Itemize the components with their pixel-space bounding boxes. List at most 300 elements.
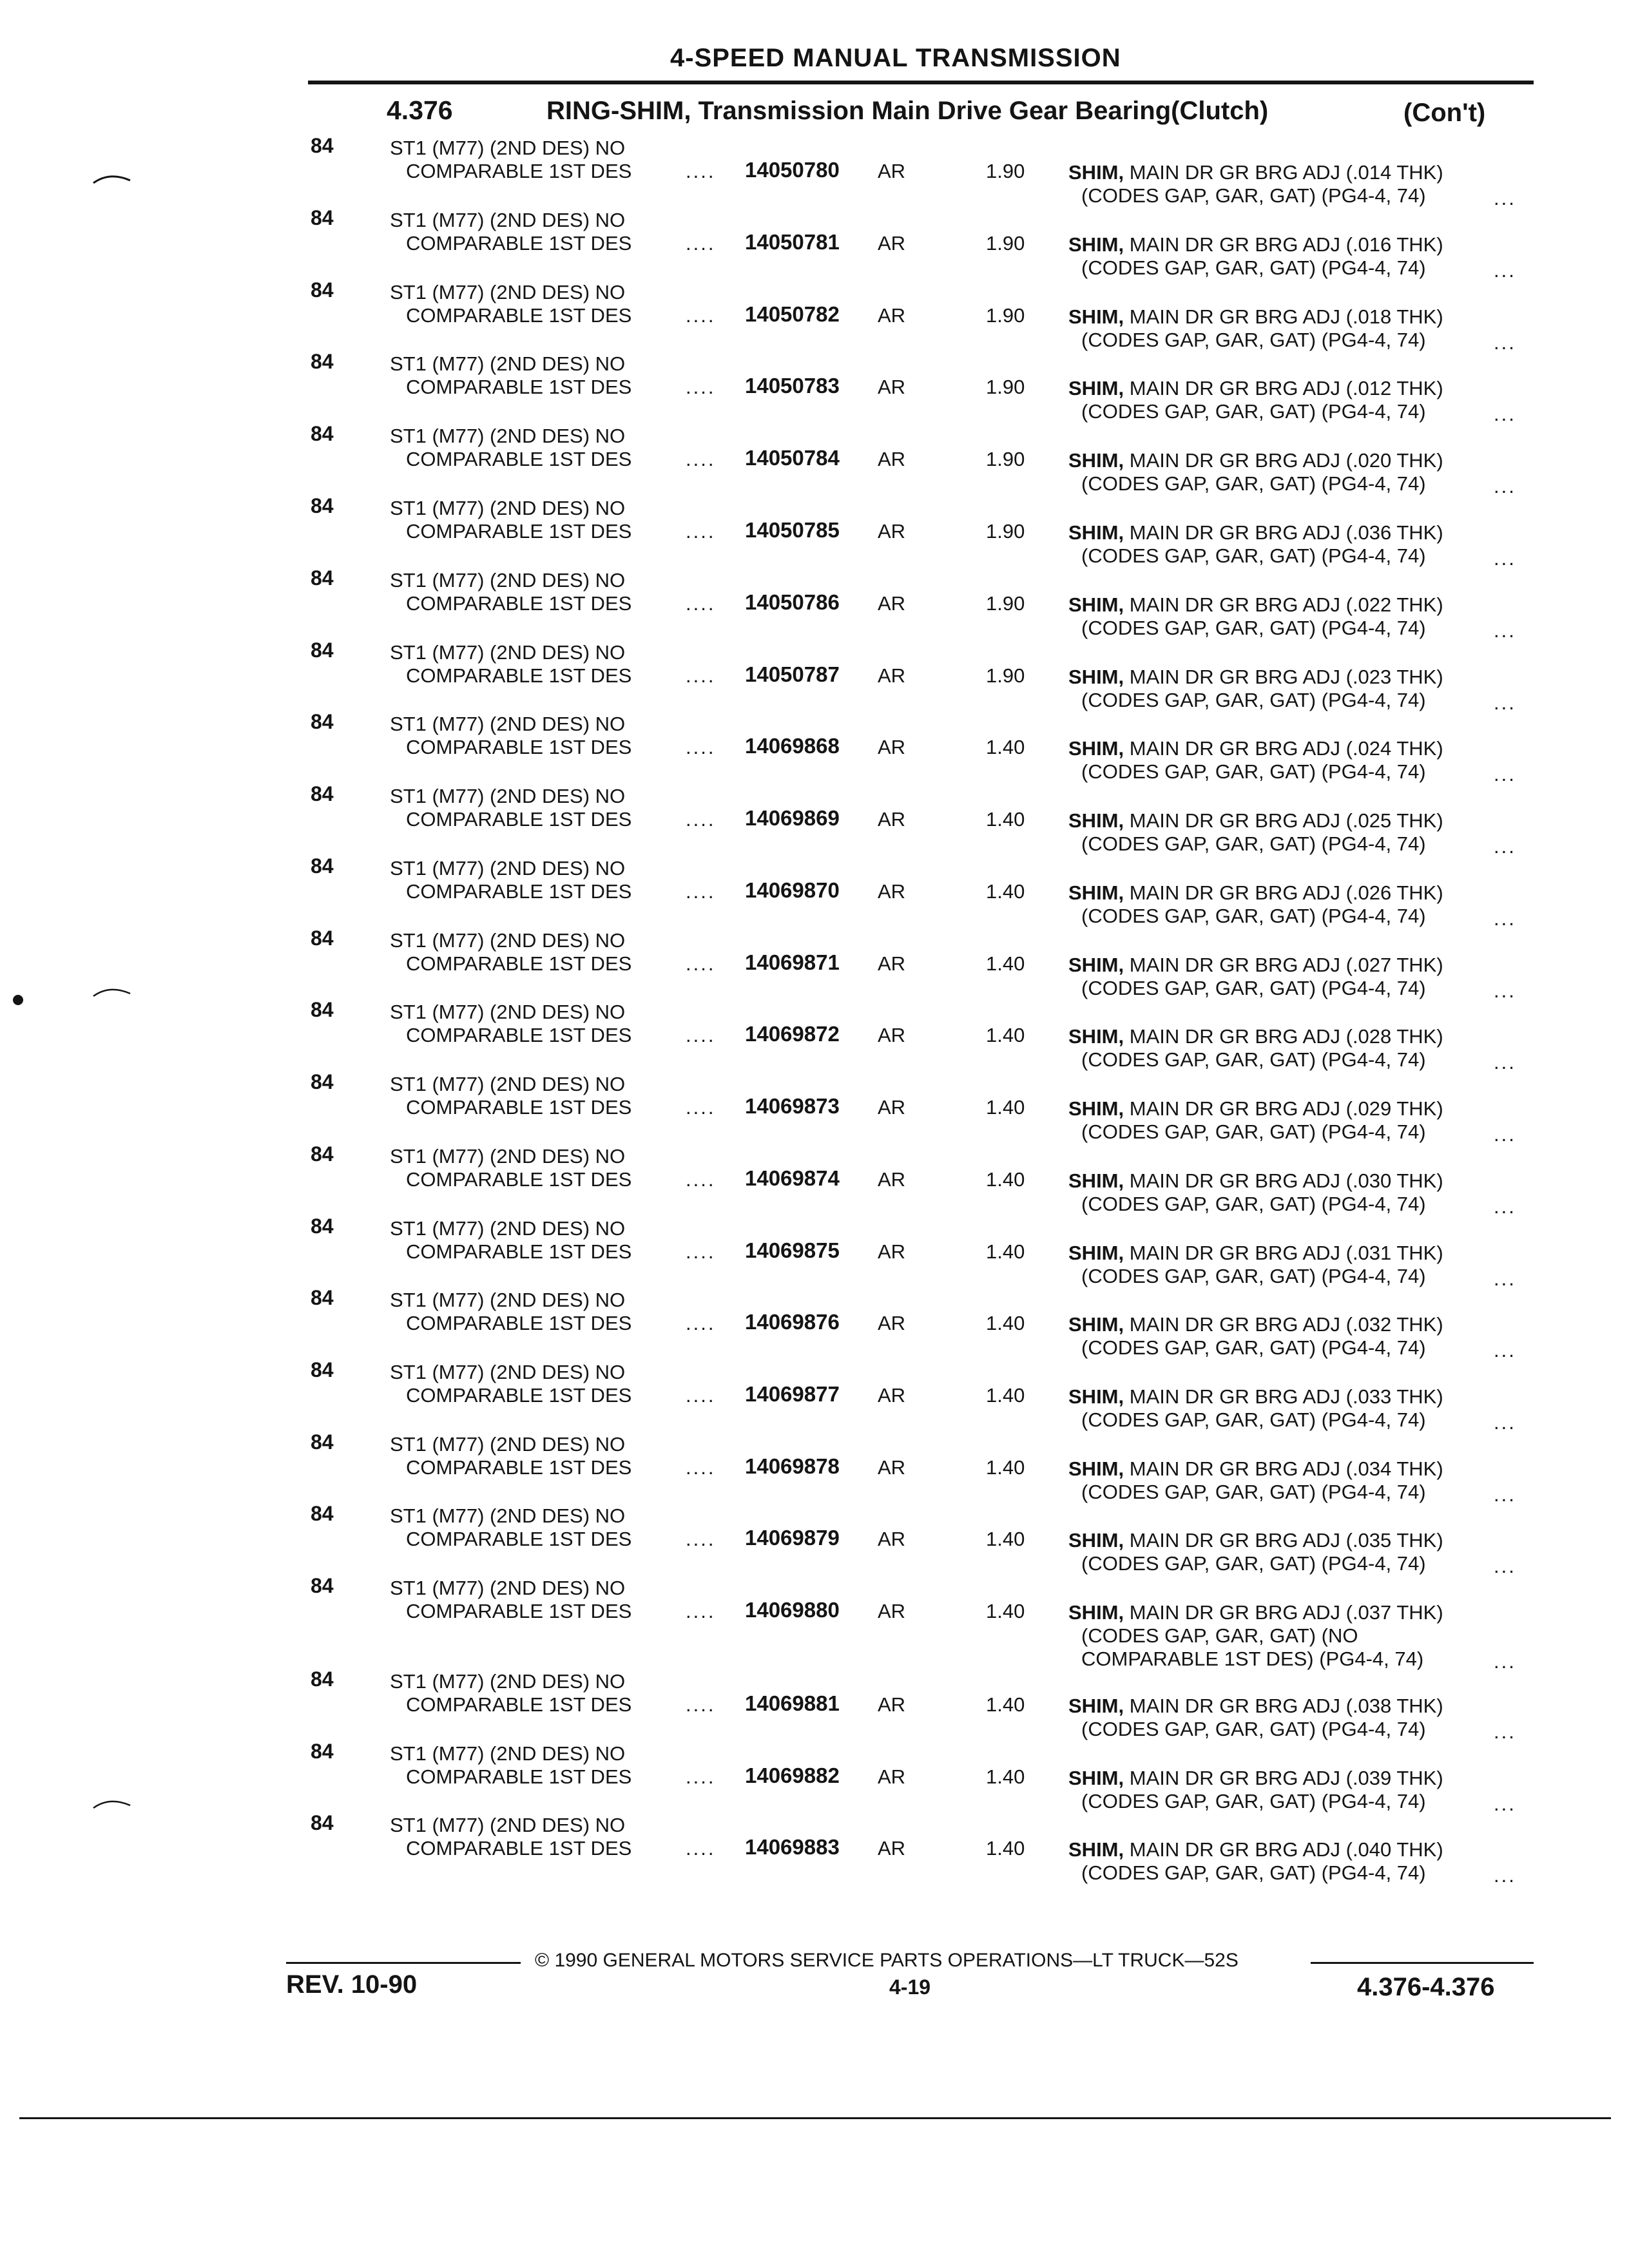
leader-dots: .... [686, 1240, 716, 1263]
price: 1.90 [986, 448, 1025, 470]
price: 1.90 [986, 160, 1025, 182]
description-head: SHIM, [1068, 954, 1124, 976]
usage-line-1: ST1 (M77) (2ND DES) NO [390, 1145, 626, 1168]
usage-line-1: ST1 (M77) (2ND DES) NO [390, 641, 626, 664]
leader-dots: .... [686, 592, 716, 615]
description-head: SHIM, [1068, 1313, 1124, 1336]
leader-dots: .... [686, 1693, 716, 1716]
part-number: 14050787 [745, 662, 840, 686]
footer-page-number: 4-19 [889, 1975, 931, 1999]
description-head: SHIM, [1068, 881, 1124, 904]
section-continued-label: (Con't) [1403, 99, 1486, 127]
trailing-dots: ... [1494, 187, 1516, 209]
footer-revision: REV. 10-90 [286, 1970, 418, 1999]
price: 1.90 [986, 592, 1025, 615]
quantity: AR [878, 952, 906, 975]
quantity: AR [878, 1024, 906, 1046]
reference-number: 84 [311, 639, 334, 662]
part-number: 14069871 [745, 950, 840, 974]
margin-mark [90, 169, 135, 188]
page-header-title: 4-SPEED MANUAL TRANSMISSION [670, 44, 1121, 72]
description-rest: MAIN DR GR BRG ADJ (.022 THK) [1129, 593, 1443, 616]
reference-number: 84 [311, 422, 334, 445]
part-number: 14069869 [745, 806, 840, 830]
trailing-dots: ... [1494, 403, 1516, 425]
reference-number: 84 [311, 350, 334, 373]
description-line-2: (CODES GAP, GAR, GAT) (PG4-4, 74) [1081, 905, 1426, 927]
description-rest: MAIN DR GR BRG ADJ (.040 THK) [1129, 1838, 1443, 1861]
description-head: SHIM, [1068, 1767, 1124, 1789]
quantity: AR [878, 1837, 906, 1860]
trailing-dots: ... [1494, 1483, 1516, 1506]
trailing-dots: ... [1494, 547, 1516, 570]
price: 1.40 [986, 736, 1025, 758]
description-line-2: (CODES GAP, GAR, GAT) (PG4-4, 74) [1081, 472, 1426, 495]
description-line-1 [1068, 233, 1443, 256]
part-number: 14069881 [745, 1691, 840, 1715]
usage-line-2: COMPARABLE 1ST DES [406, 376, 632, 398]
usage-line-2: COMPARABLE 1ST DES [406, 1456, 632, 1479]
description-line-2: (CODES GAP, GAR, GAT) (NO [1081, 1624, 1358, 1647]
description-line-1 [1068, 1838, 1443, 1861]
parts-entry [0, 1215, 1629, 1290]
reference-number: 84 [311, 206, 334, 229]
description-rest: MAIN DR GR BRG ADJ (.027 THK) [1129, 954, 1443, 976]
parts-entry [0, 927, 1629, 1002]
parts-entry [0, 1740, 1629, 1815]
part-number: 14069883 [745, 1835, 840, 1859]
reference-number: 84 [311, 1430, 334, 1454]
description-line-2: (CODES GAP, GAR, GAT) (PG4-4, 74) [1081, 617, 1426, 639]
usage-line-1: ST1 (M77) (2ND DES) NO [390, 713, 626, 735]
parts-entry [0, 1811, 1629, 1887]
reference-number: 84 [311, 494, 334, 517]
leader-dots: .... [686, 736, 716, 758]
quantity: AR [878, 1168, 906, 1191]
quantity: AR [878, 376, 906, 398]
quantity: AR [878, 160, 906, 182]
parts-entry [0, 1070, 1629, 1146]
reference-number: 84 [311, 134, 334, 157]
usage-line-1: ST1 (M77) (2ND DES) NO [390, 137, 626, 159]
parts-entry [0, 1286, 1629, 1361]
leader-dots: .... [686, 1837, 716, 1860]
usage-line-2: COMPARABLE 1ST DES [406, 160, 632, 182]
leader-dots: .... [686, 1528, 716, 1550]
description-line-1 [1068, 881, 1443, 905]
description-rest: MAIN DR GR BRG ADJ (.028 THK) [1129, 1025, 1443, 1048]
usage-line-2: COMPARABLE 1ST DES [406, 448, 632, 470]
part-number: 14069879 [745, 1526, 840, 1550]
usage-line-1: ST1 (M77) (2ND DES) NO [390, 1742, 626, 1765]
parts-entry [0, 1358, 1629, 1434]
usage-line-2: COMPARABLE 1ST DES [406, 1024, 632, 1046]
description-rest: MAIN DR GR BRG ADJ (.023 THK) [1129, 666, 1443, 688]
part-number: 14069880 [745, 1598, 840, 1622]
leader-dots: .... [686, 808, 716, 831]
usage-line-2: COMPARABLE 1ST DES [406, 1528, 632, 1550]
description-rest: MAIN DR GR BRG ADJ (.029 THK) [1129, 1097, 1443, 1120]
usage-line-1: ST1 (M77) (2ND DES) NO [390, 857, 626, 879]
trailing-dots: ... [1494, 691, 1516, 714]
usage-line-1: ST1 (M77) (2ND DES) NO [390, 1814, 626, 1836]
price: 1.90 [986, 304, 1025, 327]
parts-entry [0, 1667, 1629, 1743]
description-line-1 [1068, 1767, 1443, 1790]
description-head: SHIM, [1068, 593, 1124, 616]
usage-line-1: ST1 (M77) (2ND DES) NO [390, 1433, 626, 1456]
parts-entry [0, 639, 1629, 714]
description-head: SHIM, [1068, 1097, 1124, 1120]
usage-line-1: ST1 (M77) (2ND DES) NO [390, 1504, 626, 1527]
quantity: AR [878, 1693, 906, 1716]
description-line-1 [1068, 1169, 1443, 1193]
trailing-dots: ... [1494, 1411, 1516, 1434]
description-line-2: (CODES GAP, GAR, GAT) (PG4-4, 74) [1081, 256, 1426, 279]
reference-number: 84 [311, 1358, 334, 1381]
quantity: AR [878, 448, 906, 470]
leader-dots: .... [686, 1024, 716, 1046]
description-line-1 [1068, 377, 1443, 400]
usage-line-1: ST1 (M77) (2ND DES) NO [390, 1289, 626, 1311]
part-number: 14069882 [745, 1763, 840, 1787]
usage-line-2: COMPARABLE 1ST DES [406, 1384, 632, 1407]
trailing-dots: ... [1494, 1555, 1516, 1577]
description-rest: MAIN DR GR BRG ADJ (.033 THK) [1129, 1385, 1443, 1408]
trailing-dots: ... [1494, 475, 1516, 497]
usage-line-1: ST1 (M77) (2ND DES) NO [390, 929, 626, 952]
quantity: AR [878, 1384, 906, 1407]
quantity: AR [878, 592, 906, 615]
part-number: 14050784 [745, 446, 840, 470]
description-line-3: COMPARABLE 1ST DES) (PG4-4, 74) [1081, 1648, 1424, 1670]
reference-number: 84 [311, 1811, 334, 1834]
parts-entry [0, 350, 1629, 425]
description-rest: MAIN DR GR BRG ADJ (.026 THK) [1129, 881, 1443, 904]
description-line-2: (CODES GAP, GAR, GAT) (PG4-4, 74) [1081, 544, 1426, 567]
price: 1.40 [986, 1528, 1025, 1550]
price: 1.90 [986, 232, 1025, 255]
description-line-2: (CODES GAP, GAR, GAT) (PG4-4, 74) [1081, 1861, 1426, 1884]
description-line-1 [1068, 593, 1443, 617]
part-number: 14050786 [745, 590, 840, 614]
parts-entry [0, 854, 1629, 930]
description-rest: MAIN DR GR BRG ADJ (.020 THK) [1129, 449, 1443, 472]
description-line-2: (CODES GAP, GAR, GAT) (PG4-4, 74) [1081, 1265, 1426, 1287]
parts-entry [0, 998, 1629, 1073]
description-rest: MAIN DR GR BRG ADJ (.038 THK) [1129, 1695, 1443, 1717]
leader-dots: .... [686, 1384, 716, 1407]
parts-entry [0, 1142, 1629, 1218]
description-rest: MAIN DR GR BRG ADJ (.035 THK) [1129, 1529, 1443, 1552]
price: 1.40 [986, 808, 1025, 831]
description-head: SHIM, [1068, 521, 1124, 544]
description-head: SHIM, [1068, 809, 1124, 832]
description-line-2: (CODES GAP, GAR, GAT) (PG4-4, 74) [1081, 760, 1426, 783]
parts-entry [0, 1574, 1629, 1673]
usage-line-2: COMPARABLE 1ST DES [406, 1168, 632, 1191]
reference-number: 84 [311, 1667, 334, 1691]
quantity: AR [878, 1240, 906, 1263]
description-line-1 [1068, 1601, 1443, 1624]
leader-dots: .... [686, 520, 716, 543]
usage-line-2: COMPARABLE 1ST DES [406, 664, 632, 687]
description-line-2: (CODES GAP, GAR, GAT) (PG4-4, 74) [1081, 1718, 1426, 1740]
description-line-1 [1068, 1385, 1443, 1408]
parts-entry [0, 134, 1629, 209]
usage-line-2: COMPARABLE 1ST DES [406, 1693, 632, 1716]
price: 1.40 [986, 952, 1025, 975]
parts-entry [0, 1430, 1629, 1506]
price: 1.40 [986, 1456, 1025, 1479]
quantity: AR [878, 520, 906, 543]
part-number: 14069876 [745, 1310, 840, 1334]
leader-dots: .... [686, 448, 716, 470]
parts-entry [0, 494, 1629, 570]
trailing-dots: ... [1494, 835, 1516, 858]
price: 1.40 [986, 1837, 1025, 1860]
leader-dots: .... [686, 160, 716, 182]
reference-number: 84 [311, 1286, 334, 1309]
part-number: 14069878 [745, 1454, 840, 1478]
description-rest: MAIN DR GR BRG ADJ (.025 THK) [1129, 809, 1443, 832]
price: 1.40 [986, 1096, 1025, 1119]
description-line-1 [1068, 1457, 1443, 1481]
description-line-2: (CODES GAP, GAR, GAT) (PG4-4, 74) [1081, 1552, 1426, 1575]
reference-number: 84 [311, 927, 334, 950]
description-head: SHIM, [1068, 1601, 1124, 1624]
part-number: 14069875 [745, 1238, 840, 1262]
usage-line-1: ST1 (M77) (2ND DES) NO [390, 1670, 626, 1693]
leader-dots: .... [686, 1168, 716, 1191]
leader-dots: .... [686, 664, 716, 687]
usage-line-2: COMPARABLE 1ST DES [406, 1765, 632, 1788]
description-line-1 [1068, 666, 1443, 689]
trailing-dots: ... [1494, 331, 1516, 354]
description-line-2: (CODES GAP, GAR, GAT) (PG4-4, 74) [1081, 1120, 1426, 1143]
description-line-2: (CODES GAP, GAR, GAT) (PG4-4, 74) [1081, 977, 1426, 999]
trailing-dots: ... [1494, 1195, 1516, 1218]
description-head: SHIM, [1068, 1529, 1124, 1552]
part-number: 14069868 [745, 734, 840, 758]
price: 1.40 [986, 880, 1025, 903]
part-number: 14050785 [745, 518, 840, 542]
trailing-dots: ... [1494, 1123, 1516, 1146]
part-number: 14050783 [745, 374, 840, 398]
description-line-1 [1068, 1529, 1443, 1552]
usage-line-2: COMPARABLE 1ST DES [406, 592, 632, 615]
description-line-2: (CODES GAP, GAR, GAT) (PG4-4, 74) [1081, 832, 1426, 855]
usage-line-2: COMPARABLE 1ST DES [406, 736, 632, 758]
description-line-1 [1068, 161, 1443, 184]
parts-entry [0, 206, 1629, 282]
usage-line-1: ST1 (M77) (2ND DES) NO [390, 1217, 626, 1240]
reference-number: 84 [311, 1740, 334, 1763]
part-number: 14069877 [745, 1382, 840, 1406]
leader-dots: .... [686, 1600, 716, 1622]
usage-line-1: ST1 (M77) (2ND DES) NO [390, 281, 626, 303]
usage-line-2: COMPARABLE 1ST DES [406, 1600, 632, 1622]
section-title: RING-SHIM, Transmission Main Drive Gear Bearing(Clutch) [546, 97, 1269, 125]
description-rest: MAIN DR GR BRG ADJ (.014 THK) [1129, 161, 1443, 184]
reference-number: 84 [311, 854, 334, 878]
margin-mark [90, 982, 135, 1001]
description-rest: MAIN DR GR BRG ADJ (.031 THK) [1129, 1242, 1443, 1264]
footer-section-range: 4.376-4.376 [1357, 1973, 1495, 2001]
usage-line-2: COMPARABLE 1ST DES [406, 304, 632, 327]
quantity: AR [878, 1312, 906, 1334]
usage-line-2: COMPARABLE 1ST DES [406, 232, 632, 255]
quantity: AR [878, 736, 906, 758]
description-rest: MAIN DR GR BRG ADJ (.039 THK) [1129, 1767, 1443, 1789]
leader-dots: .... [686, 1765, 716, 1788]
trailing-dots: ... [1494, 979, 1516, 1002]
description-line-1 [1068, 1242, 1443, 1265]
trailing-dots: ... [1494, 1339, 1516, 1361]
description-line-2: (CODES GAP, GAR, GAT) (PG4-4, 74) [1081, 1336, 1426, 1359]
description-line-2: (CODES GAP, GAR, GAT) (PG4-4, 74) [1081, 689, 1426, 711]
reference-number: 84 [311, 1142, 334, 1166]
description-rest: MAIN DR GR BRG ADJ (.036 THK) [1129, 521, 1443, 544]
trailing-dots: ... [1494, 763, 1516, 785]
description-head: SHIM, [1068, 1385, 1124, 1408]
leader-dots: .... [686, 1456, 716, 1479]
part-number: 14050781 [745, 230, 840, 254]
leader-dots: .... [686, 1312, 716, 1334]
quantity: AR [878, 1096, 906, 1119]
price: 1.90 [986, 520, 1025, 543]
description-head: SHIM, [1068, 1695, 1124, 1717]
trailing-dots: ... [1494, 1864, 1516, 1887]
ink-spot [13, 995, 23, 1005]
description-line-1 [1068, 1025, 1443, 1048]
description-head: SHIM, [1068, 1242, 1124, 1264]
usage-line-2: COMPARABLE 1ST DES [406, 952, 632, 975]
trailing-dots: ... [1494, 619, 1516, 642]
reference-number: 84 [311, 710, 334, 733]
reference-number: 84 [311, 1574, 334, 1597]
description-rest: MAIN DR GR BRG ADJ (.037 THK) [1129, 1601, 1443, 1624]
description-head: SHIM, [1068, 377, 1124, 399]
leader-dots: .... [686, 1096, 716, 1119]
price: 1.40 [986, 1600, 1025, 1622]
trailing-dots: ... [1494, 1650, 1516, 1673]
trailing-dots: ... [1494, 907, 1516, 930]
price: 1.40 [986, 1024, 1025, 1046]
leader-dots: .... [686, 376, 716, 398]
trailing-dots: ... [1494, 1051, 1516, 1073]
price: 1.40 [986, 1384, 1025, 1407]
parts-entry [0, 1502, 1629, 1577]
description-line-1 [1068, 521, 1443, 544]
description-line-1 [1068, 1313, 1443, 1336]
leader-dots: .... [686, 304, 716, 327]
price: 1.40 [986, 1240, 1025, 1263]
usage-line-2: COMPARABLE 1ST DES [406, 1240, 632, 1263]
price: 1.40 [986, 1312, 1025, 1334]
leader-dots: .... [686, 952, 716, 975]
usage-line-1: ST1 (M77) (2ND DES) NO [390, 497, 626, 519]
part-number: 14050782 [745, 302, 840, 326]
quantity: AR [878, 1456, 906, 1479]
description-rest: MAIN DR GR BRG ADJ (.032 THK) [1129, 1313, 1443, 1336]
description-head: SHIM, [1068, 233, 1124, 256]
quantity: AR [878, 1765, 906, 1788]
reference-number: 84 [311, 278, 334, 302]
description-line-1 [1068, 737, 1443, 760]
quantity: AR [878, 664, 906, 687]
usage-line-1: ST1 (M77) (2ND DES) NO [390, 209, 626, 231]
footer-rule-right [1311, 1962, 1534, 1964]
description-rest: MAIN DR GR BRG ADJ (.030 THK) [1129, 1169, 1443, 1192]
description-line-2: (CODES GAP, GAR, GAT) (PG4-4, 74) [1081, 1048, 1426, 1071]
usage-line-2: COMPARABLE 1ST DES [406, 1312, 632, 1334]
part-number: 14069874 [745, 1166, 840, 1190]
parts-entry [0, 278, 1629, 354]
usage-line-1: ST1 (M77) (2ND DES) NO [390, 1001, 626, 1023]
quantity: AR [878, 1600, 906, 1622]
part-number: 14069873 [745, 1094, 840, 1118]
description-line-1 [1068, 305, 1443, 329]
description-head: SHIM, [1068, 449, 1124, 472]
reference-number: 84 [311, 1502, 334, 1525]
page-bottom-edge [19, 2117, 1611, 2119]
description-line-2: (CODES GAP, GAR, GAT) (PG4-4, 74) [1081, 1790, 1426, 1812]
leader-dots: .... [686, 880, 716, 903]
usage-line-1: ST1 (M77) (2ND DES) NO [390, 1361, 626, 1383]
trailing-dots: ... [1494, 1792, 1516, 1815]
description-line-1 [1068, 954, 1443, 977]
description-line-1 [1068, 1097, 1443, 1120]
description-head: SHIM, [1068, 737, 1124, 760]
description-head: SHIM, [1068, 161, 1124, 184]
reference-number: 84 [311, 566, 334, 590]
reference-number: 84 [311, 1070, 334, 1093]
parts-entry [0, 782, 1629, 858]
usage-line-1: ST1 (M77) (2ND DES) NO [390, 1577, 626, 1599]
description-rest: MAIN DR GR BRG ADJ (.012 THK) [1129, 377, 1443, 399]
description-rest: MAIN DR GR BRG ADJ (.034 THK) [1129, 1457, 1443, 1480]
usage-line-2: COMPARABLE 1ST DES [406, 808, 632, 831]
description-line-2: (CODES GAP, GAR, GAT) (PG4-4, 74) [1081, 1481, 1426, 1503]
parts-entry [0, 710, 1629, 785]
description-line-2: (CODES GAP, GAR, GAT) (PG4-4, 74) [1081, 184, 1426, 207]
trailing-dots: ... [1494, 259, 1516, 282]
price: 1.40 [986, 1168, 1025, 1191]
usage-line-1: ST1 (M77) (2ND DES) NO [390, 1073, 626, 1095]
description-line-1 [1068, 809, 1443, 832]
quantity: AR [878, 880, 906, 903]
description-rest: MAIN DR GR BRG ADJ (.016 THK) [1129, 233, 1443, 256]
usage-line-2: COMPARABLE 1ST DES [406, 1096, 632, 1119]
usage-line-1: ST1 (M77) (2ND DES) NO [390, 569, 626, 591]
leader-dots: .... [686, 232, 716, 255]
part-number: 14050780 [745, 158, 840, 182]
usage-line-2: COMPARABLE 1ST DES [406, 1837, 632, 1860]
trailing-dots: ... [1494, 1720, 1516, 1743]
usage-line-1: ST1 (M77) (2ND DES) NO [390, 785, 626, 807]
margin-mark [90, 1794, 135, 1813]
parts-entry [0, 566, 1629, 642]
price: 1.40 [986, 1765, 1025, 1788]
quantity: AR [878, 1528, 906, 1550]
usage-line-2: COMPARABLE 1ST DES [406, 520, 632, 543]
quantity: AR [878, 232, 906, 255]
description-line-1 [1068, 1695, 1443, 1718]
reference-number: 84 [311, 782, 334, 805]
description-rest: MAIN DR GR BRG ADJ (.024 THK) [1129, 737, 1443, 760]
part-number: 14069872 [745, 1022, 840, 1046]
